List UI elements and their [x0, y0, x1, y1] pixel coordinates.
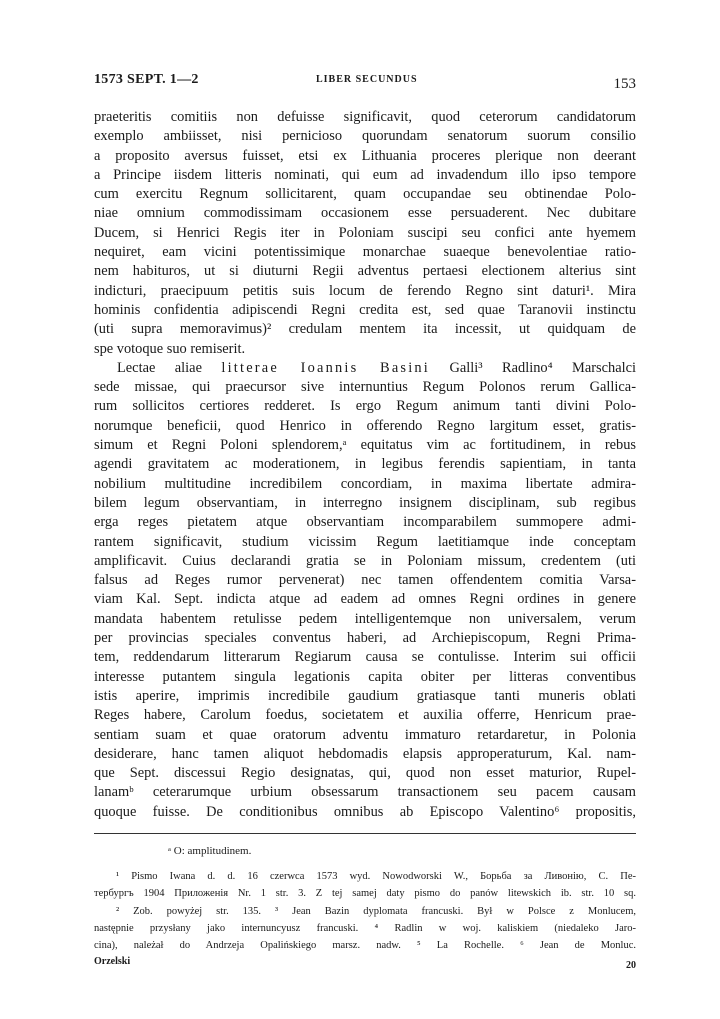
- text-line: tem, reddendarum litterarum Regiarum causa se contulisse. Interim sui officii: [94, 649, 636, 666]
- book-title: LIBER SECUNDUS: [316, 74, 418, 85]
- text-line: quoque fuisse. De conditionibus omnibus ab Episcopo Valentino⁶ propositis,: [94, 803, 636, 820]
- text-line: sentiam suam et quae oratorum adventu immaturo retardaretur, in Polonia: [94, 726, 636, 743]
- footnote-line: cina), należał do Andrzeja Opalińskiego marsz. nadw. ⁵ La Rochelle. ⁶ Jean de Monluc.: [94, 940, 636, 952]
- text-line: rantem significavit, studium vicissim Regum laetitiamque inde conceptam: [94, 533, 636, 550]
- footnotes: [94, 840, 636, 954]
- text-line: nobilium multitudine incredibilem concordiam, in maxima libertate admira-: [94, 475, 636, 492]
- text-line: sede missae, qui praecursor sive internuntius Regum Polonos rerum Gallica-: [94, 379, 636, 396]
- page-number: 153: [613, 76, 636, 92]
- text-line: a proposito aversus fuisset, etsi ex Lithuania proceres plerique non deerant: [94, 147, 636, 164]
- text-line: simum et Regni Poloni splendorem,ᵃ equitatus vim ac fortitudinem, in rebus: [94, 437, 636, 454]
- spaced-text: litterae Ioannis Basini: [221, 359, 431, 376]
- text-line: cum exercitu Regnum sollicitarent, quam occupandae seu obtinendae Polo-: [94, 186, 636, 203]
- footnote-line: następnie przysłany jako internuncyusz francuski. ⁴ Radlin w woj. kaliskiem (niedaleko Jaro-: [94, 922, 636, 934]
- footnote-list: [94, 868, 636, 954]
- text-line: indicturi, praecipuum petitis suis locum de ferendo Regno sint daturi¹. Mira: [94, 282, 636, 299]
- text-line: norumque beneficii, quod Henrico in offerendo Regno largitum esset, gratis-: [94, 417, 636, 434]
- text-line: amplificavit. Cuius declarandi gratia se in Poloniam missum, credentem (uti: [94, 552, 636, 569]
- apparatus-note: ᵃ O: amplitudinem.: [168, 845, 252, 857]
- text-line: praeteritis comitiis non defuisse significavit, quod ceterorum candidatorum: [94, 109, 636, 125]
- text-line: nequiret, eam vicini potentissimique monarchae suaeque benevolentiae ratio-: [94, 244, 636, 261]
- text-line: per provincias speciales conventus haberi, ad Archiepiscopum, Regni Prima-: [94, 630, 636, 647]
- text-line: exemplo ambiisset, nisi pernicioso quorundam senatorum suorum consilio: [94, 128, 636, 145]
- text-segment: Lectae aliae: [117, 359, 222, 376]
- text-line: istis aperire, imprimis incredibile gaudium gratiasque tanti muneris oblati: [94, 687, 636, 704]
- footnote-line: ¹ Pismo Iwana d. d. 16 czerwca 1573 wyd. Nowodworski W., Борьба за Ливонію, С. Пе-: [116, 871, 636, 882]
- text-line: hominis confidentia adipiscendi Regni credita est, sed quae Taranovii instinctu: [94, 301, 636, 318]
- main-text: [94, 108, 636, 822]
- text-line: viam Kal. Sept. indicta atque ad eadem ad omnes Regni ordines in genere: [94, 591, 636, 608]
- sheet-number: 20: [626, 960, 636, 971]
- text-line: (uti supra memoravimus)² credulam mentem ita incessit, ut quidquam de: [94, 321, 636, 338]
- paragraph-start: [94, 359, 636, 378]
- text-line: interesse putantem singula legationis capita obiter per litteras conventibus: [94, 668, 636, 685]
- text-line: lanamᵇ ceterarumque urbium obsessarum transactionem seu pacem causam: [94, 784, 636, 801]
- text-line: Reges habere, Carolum foedus, societatem et auxilia offerre, Henricum prae-: [94, 707, 636, 724]
- text-line: rum sollicitos certiores redderet. Is ergo Regum animum tanti divini Polo-: [94, 398, 636, 415]
- text-line: erga reges pietatem atque observantiam incomparabilem summopere admi-: [94, 514, 636, 531]
- text-line: que Sept. discessui Regio designatas, qui, quod non esset maturior, Rupel-: [94, 765, 636, 782]
- text-line: falsus ad Reges rumor pervenerat) nec tamen offendentem comitia Varsa-: [94, 572, 636, 589]
- text-line: Ducem, si Henrici Regis iter in Poloniam suscipi seu confici ante hyemem: [94, 224, 636, 241]
- page-footer: [94, 956, 636, 974]
- text-line: nem habituros, ut si diuturni Regii adventus pertaesi electionem alterius sint: [94, 263, 636, 280]
- footnote-line: тербургъ 1904 Приложенія Nr. 1 str. 3. Z tej samej daty pismo do panów litewskich ib. str. 10 sq.: [94, 888, 636, 900]
- text-line: spe votoque suo remiserit.: [94, 340, 246, 357]
- text-line: a Principe iisdem litteris nominati, qui eum ad invadendum illo ipso tempore: [94, 166, 636, 183]
- running-header: [94, 70, 636, 94]
- printer-signature: Orzelski: [94, 956, 131, 967]
- text-line: bilem legum observantiam, in interregno insignem disciplinam, sub regibus: [94, 494, 636, 511]
- text-line: niae omnium commodissimam occasionem esse persuaderent. Nec dubitare: [94, 205, 636, 222]
- footnote-divider: [94, 833, 636, 834]
- text-line: agendi gravitatem ac moderationem, in legibus ferendis sapientiam, in tanta: [94, 456, 636, 473]
- text-segment: Galli³ Radlino⁴ Marschalci: [430, 359, 636, 376]
- footnote-line: ² Zob. powyżej str. 135. ³ Jean Bazin dyplomata francuski. Był w Polsce z Monlucem,: [116, 905, 636, 917]
- text-line: desiderare, hanc tamen aliquot hebdomadis elapsis approperaturum, Kal. nam-: [94, 745, 636, 762]
- date-range: 1573 SEPT. 1—2: [94, 72, 199, 87]
- text-line: mandata habentem retulisse pedem intelligentemque non universalem, verum: [94, 610, 636, 627]
